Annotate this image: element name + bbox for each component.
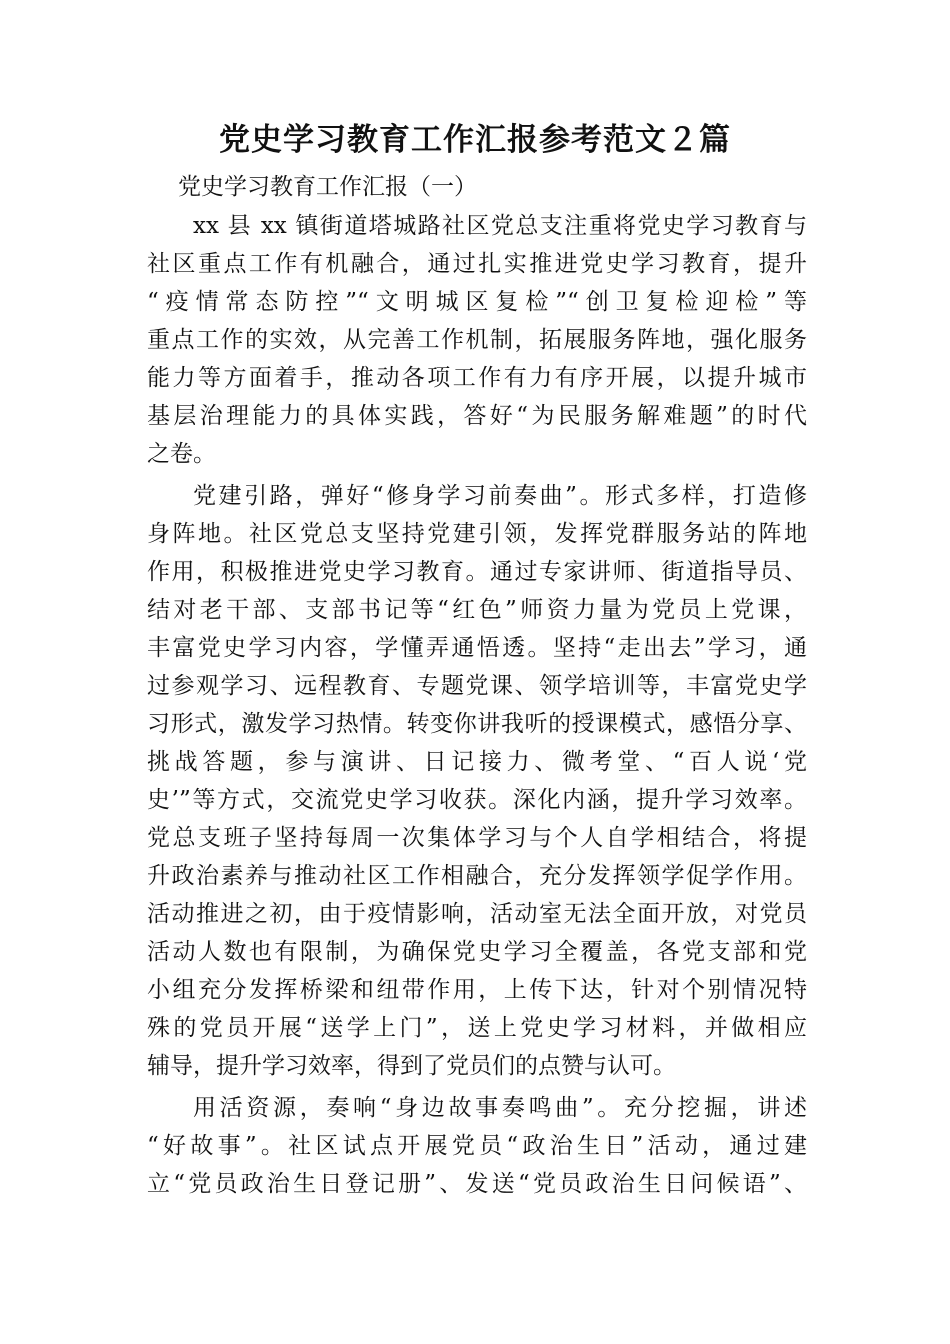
paragraph-line: 基层治理能力的具体实践，答好“为民服务解难题”的时代 [147, 403, 807, 429]
document-title: 党史学习教育工作汇报参考范文２篇 [219, 122, 731, 158]
paragraph-line: 之卷。 [147, 441, 216, 467]
paragraph-line: 小组充分发挥桥梁和纽带作用，上传下达，针对个别情况特 [147, 977, 807, 1003]
paragraph-line: 挑战答题，参与演讲、日记接力、微考堂、“百人说‘党 [147, 749, 807, 775]
paragraph-line: 党总支班子坚持每周一次集体学习与个人自学相结合，将提 [147, 825, 807, 851]
paragraph-line: 重点工作的实效，从完善工作机制，拓展服务阵地，强化服务 [147, 327, 807, 353]
paragraph-line: 活动人数也有限制，为确保党史学习全覆盖，各党支部和党 [147, 939, 807, 965]
paragraph-line: 过参观学习、远程教育、专题党课、领学培训等，丰富党史学 [147, 673, 807, 699]
paragraph-line: 用活资源，奏响“身边故事奏鸣曲”。充分挖掘，讲述 [193, 1095, 807, 1121]
paragraph-line: 史’”等方式，交流党史学习收获。深化内涵，提升学习效率。 [147, 787, 807, 813]
paragraph-line: 党建引路，弹好“修身学习前奏曲”。形式多样，打造修 [193, 483, 807, 509]
paragraph-line: xx 县 xx 镇街道塔城路社区党总支注重将党史学习教育与 [193, 213, 807, 239]
paragraph-line: 能力等方面着手，推动各项工作有力有序开展，以提升城市 [147, 365, 807, 391]
paragraph-line: 习形式，激发学习热情。转变你讲我听的授课模式，感悟分享、 [147, 711, 807, 737]
paragraph-line: 殊的党员开展“送学上门”，送上党史学习材料，并做相应 [147, 1015, 807, 1041]
section-subheading: 党史学习教育工作汇报（一） [178, 174, 477, 200]
paragraph-line: 立“党员政治生日登记册”、发送“党员政治生日问候语”、 [147, 1171, 807, 1197]
paragraph-line: 升政治素养与推动社区工作相融合，充分发挥领学促学作用。 [147, 863, 807, 889]
paragraph-line: 作用，积极推进党史学习教育。通过专家讲师、街道指导员、 [147, 559, 807, 585]
paragraph-line: 丰富党史学习内容，学懂弄通悟透。坚持“走出去”学习，通 [147, 635, 807, 661]
paragraph-line: “疫情常态防控”“文明城区复检”“创卫复检迎检”等 [147, 289, 807, 315]
paragraph-line: 结对老干部、支部书记等“红色”师资力量为党员上党课， [147, 597, 807, 623]
paragraph-line: 活动推进之初，由于疫情影响，活动室无法全面开放，对党员 [147, 901, 807, 927]
paragraph-line: 辅导，提升学习效率，得到了党员们的点赞与认可。 [147, 1053, 676, 1079]
paragraph-line: 社区重点工作有机融合，通过扎实推进党史学习教育，提升 [147, 251, 807, 277]
paragraph-line: 身阵地。社区党总支坚持党建引领，发挥党群服务站的阵地 [147, 521, 807, 547]
paragraph-line: “好故事”。社区试点开展党员“政治生日”活动，通过建 [147, 1133, 807, 1159]
